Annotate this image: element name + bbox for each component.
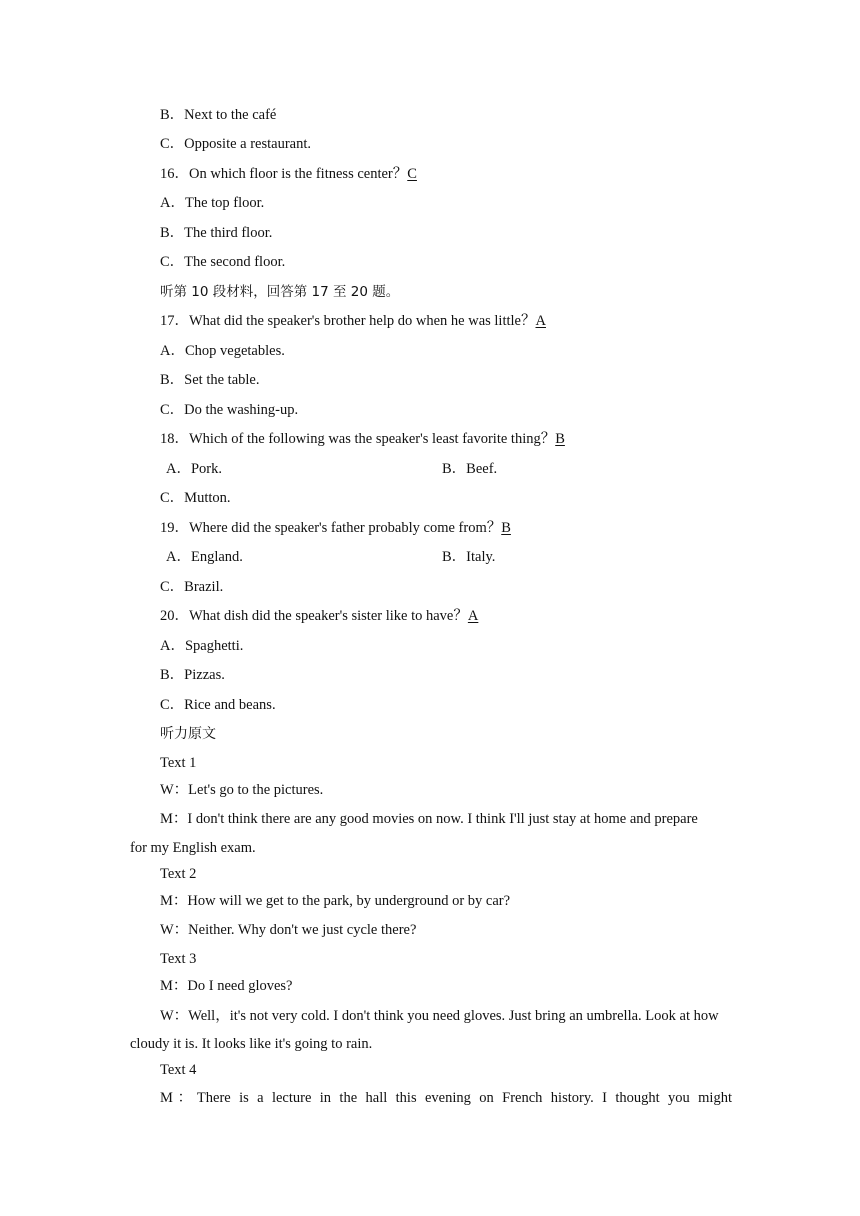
q20-stem: 20．What dish did the speaker's sister like to have？	[160, 608, 468, 624]
transcript-heading: 听力原文	[160, 726, 216, 742]
text1-w-line: W：Let's go to the pictures.	[160, 782, 324, 798]
q16-option-a: A．The top floor.	[160, 195, 265, 211]
text3-w-line-2: cloudy it is. It looks like it's going to rain.	[130, 1036, 373, 1052]
text2-w-line: W：Neither. Why don't we just cycle there?	[160, 922, 417, 938]
q19-question	[160, 519, 511, 537]
q19-stem: 19．Where did the speaker's father probably come from？	[160, 520, 502, 536]
q18-answer: B	[555, 431, 565, 447]
q18-option-c: C．Mutton.	[160, 490, 231, 506]
q16-option-c: C．The second floor.	[160, 254, 286, 270]
text2-title: Text 2	[160, 866, 197, 882]
q20-option-b: B．Pizzas.	[160, 667, 225, 683]
q16-stem: 16．On which floor is the fitness center？	[160, 166, 408, 182]
text3-title: Text 3	[160, 951, 197, 967]
q18-option-a: A．Pork.	[166, 461, 222, 477]
text4-title: Text 4	[160, 1062, 197, 1078]
q18-question	[160, 430, 565, 448]
q17-option-c: C．Do the washing-up.	[160, 402, 299, 418]
q16-question	[160, 165, 417, 183]
q20-answer: A	[467, 608, 479, 624]
text1-m-line-2: for my English exam.	[130, 840, 256, 856]
q18-option-b: B．Beef.	[442, 461, 498, 477]
q18-stem: 18．Which of the following was the speaker's least favorite thing？	[160, 431, 556, 447]
q19-answer: B	[501, 520, 511, 536]
text4-m-line-1: M：There is a lecture in the hall this evening on French history. I thought you might	[160, 1090, 732, 1106]
q16-answer: C	[407, 166, 417, 182]
q19-option-b: B．Italy.	[442, 549, 496, 565]
q17-stem: 17．What did the speaker's brother help do when he was little？	[160, 313, 536, 329]
q20-option-c: C．Rice and beans.	[160, 697, 276, 713]
text3-m-line: M：Do I need gloves?	[160, 978, 293, 994]
q17-option-a: A．Chop vegetables.	[160, 343, 285, 359]
q15-option-c: C．Opposite a restaurant.	[160, 136, 312, 152]
text3-w-line-1: W：Well，it's not very cold. I don't think you need gloves. Just bring an umbrella. Look at how	[160, 1008, 719, 1024]
q19-option-c: C．Brazil.	[160, 579, 224, 595]
q16-option-b: B．The third floor.	[160, 225, 273, 241]
q17-question	[160, 312, 546, 330]
q17-answer: A	[535, 313, 546, 329]
q17-option-b: B．Set the table.	[160, 372, 260, 388]
text2-m-line: M：How will we get to the park, by underground or by car?	[160, 893, 511, 909]
text1-m-line-1: M：I don't think there are any good movies on now. I think I'll just stay at home and prepare	[160, 811, 698, 827]
q15-option-b: B．Next to the café	[160, 107, 277, 123]
q19-option-a: A．England.	[166, 549, 243, 565]
text1-title: Text 1	[160, 755, 197, 771]
q20-option-a: A．Spaghetti.	[160, 638, 244, 654]
section-10-instruction: 听第 10 段材料，回答第 17 至 20 题。	[160, 284, 400, 300]
q20-question	[160, 607, 478, 625]
